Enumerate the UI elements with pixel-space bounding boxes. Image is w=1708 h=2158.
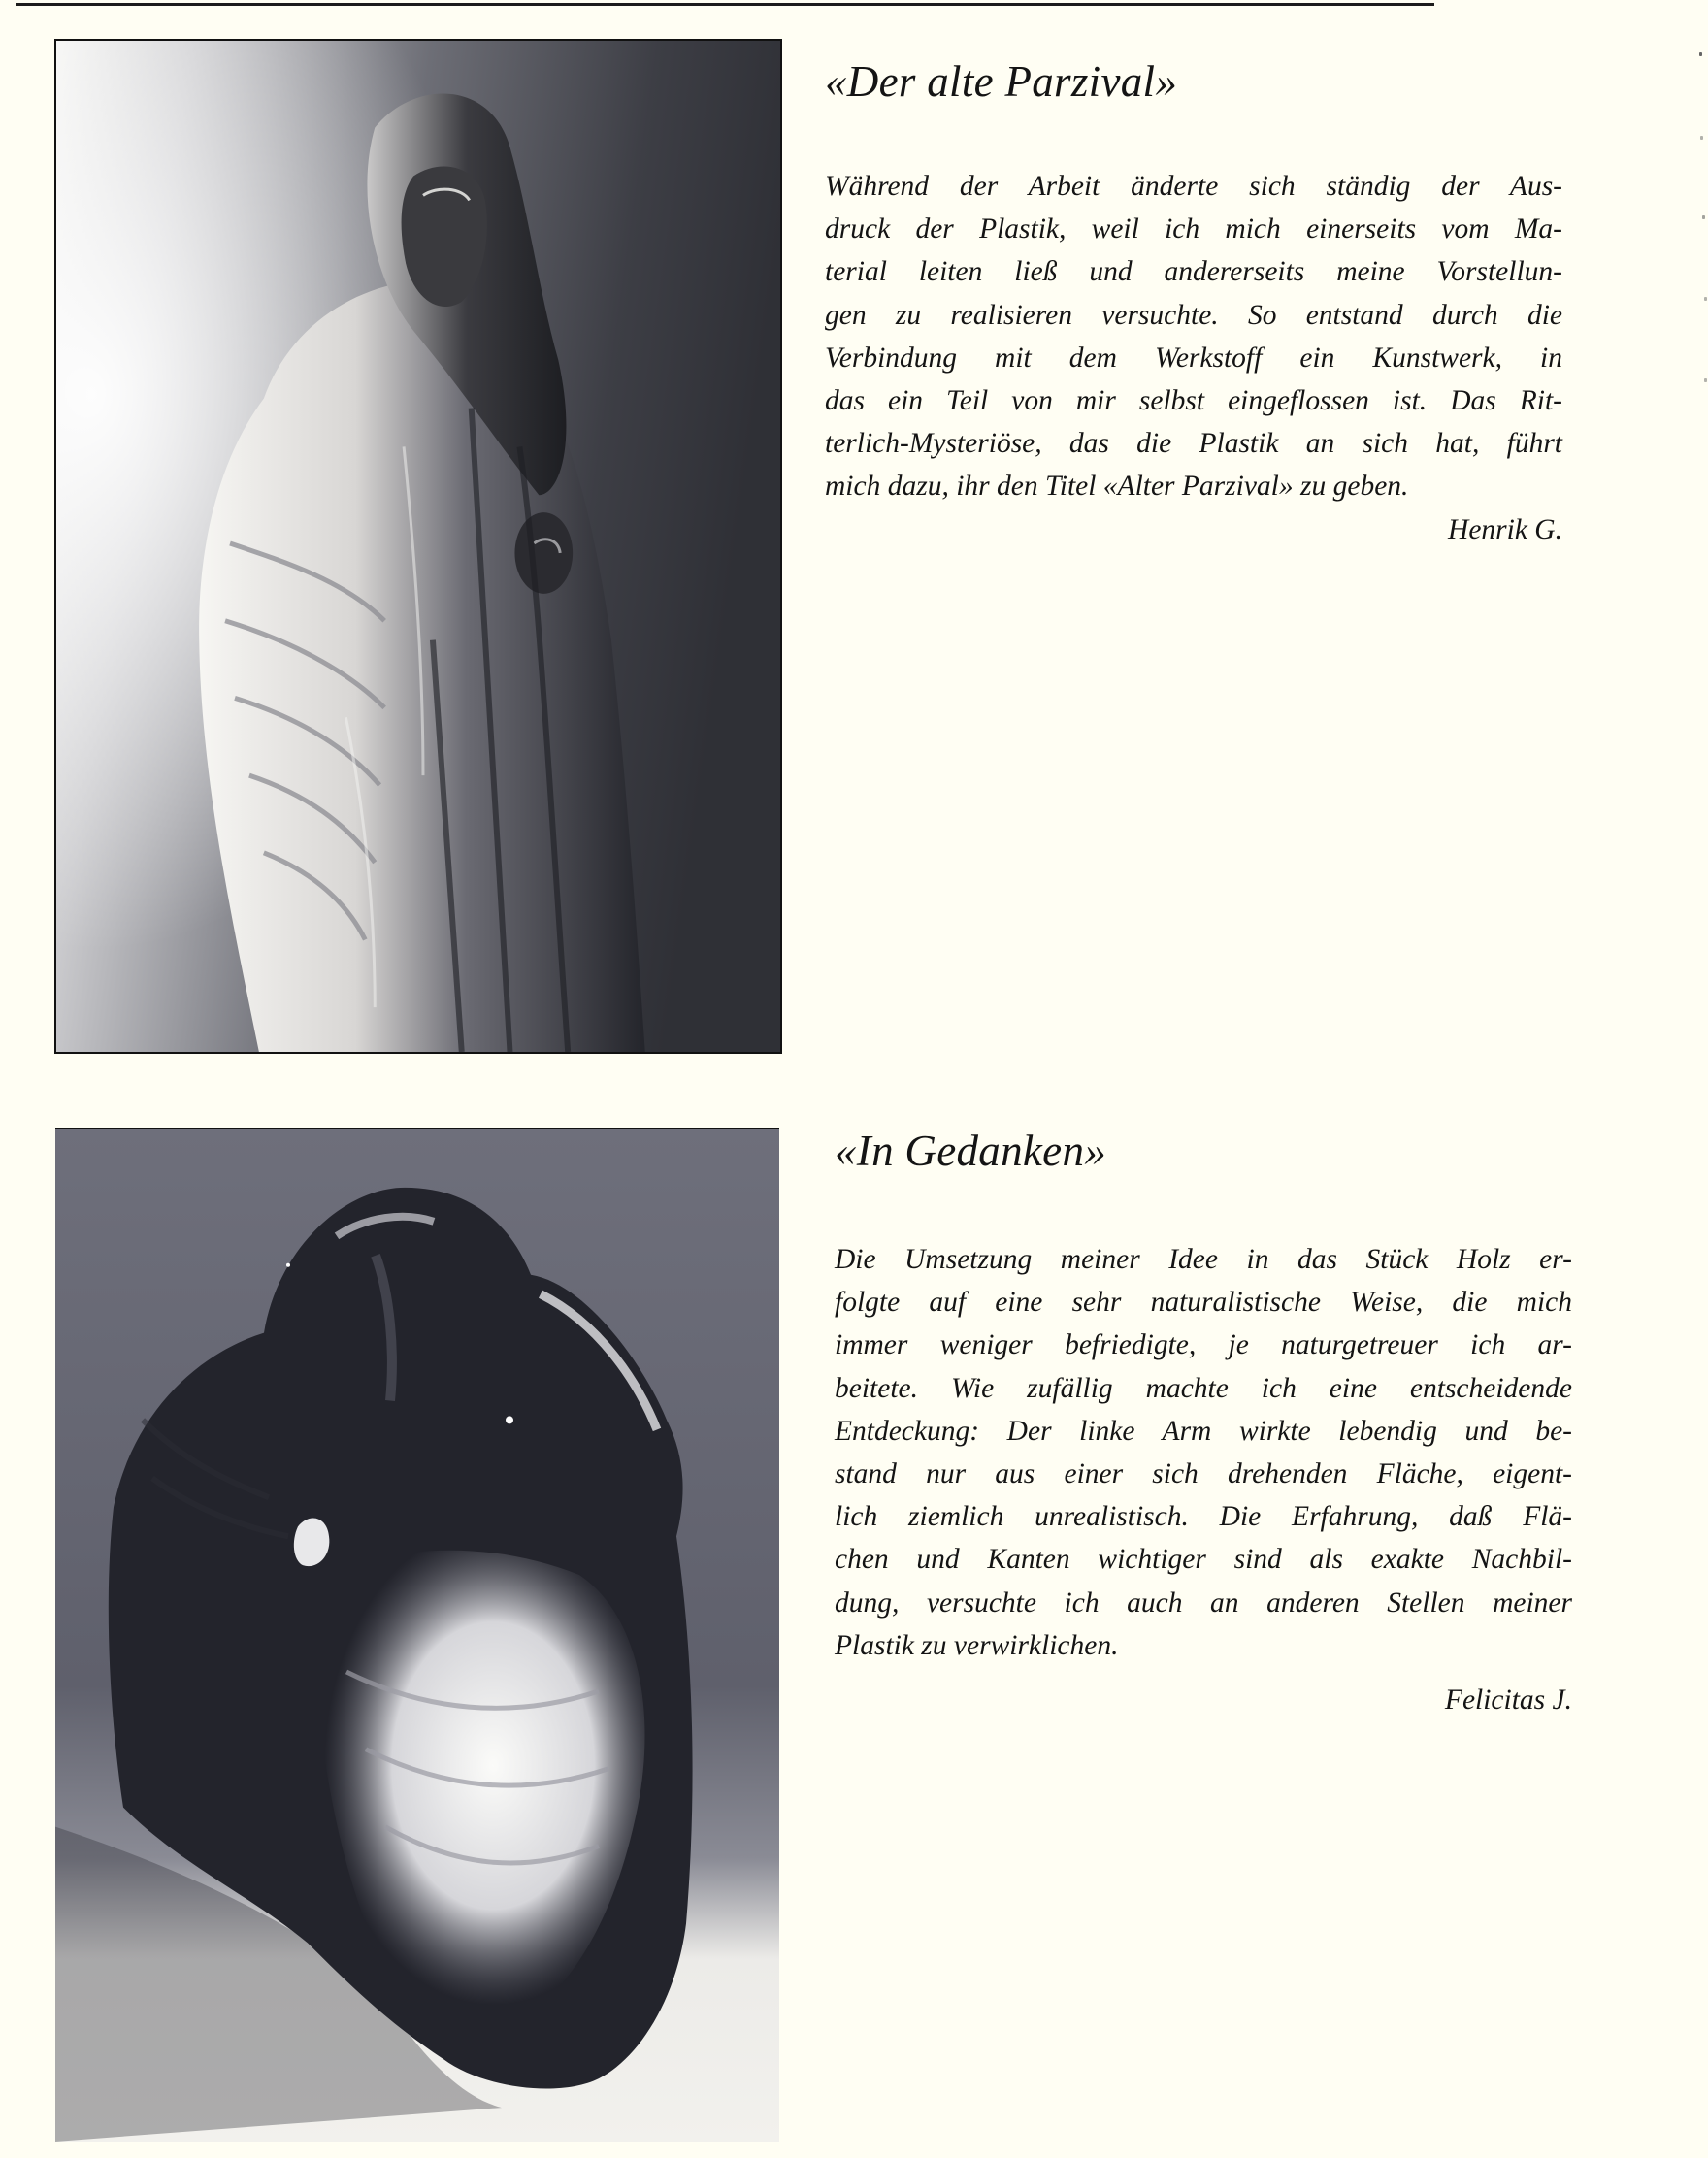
body-line: terial leiten ließ und andererseits meine Vorstellun- (825, 256, 1562, 288)
body-line: mich dazu, ihr den Titel «Alter Parzival» zu geben. (825, 471, 1409, 503)
body-line: folgte auf eine sehr naturalistische Weise, die mich (835, 1287, 1572, 1319)
margin-speck (1700, 136, 1703, 140)
body-line: lich ziemlich unrealistisch. Die Erfahrung, daß Flä- (835, 1501, 1572, 1533)
article-title: «Der alte Parzival» (825, 57, 1178, 106)
body-line: Verbindung mit dem Werkstoff ein Kunstwerk, in (825, 342, 1562, 374)
body-line: dung, versuchte ich auch an anderen Stellen meiner (835, 1586, 1572, 1618)
article-der-alte-parzival (825, 54, 1562, 551)
author-signature: Felicitas J. (1444, 1684, 1572, 1717)
margin-speck (1699, 52, 1702, 56)
body-line: gen zu realisieren versuchte. So entstand durch die (825, 299, 1562, 331)
body-line: terlich-Mysteriöse, das die Plastik an sich hat, führt (825, 428, 1562, 460)
body-line: Plastik zu verwirklichen. (835, 1629, 1119, 1661)
body-line: chen und Kanten wichtiger sind als exakte Nachbil- (835, 1544, 1572, 1576)
top-rule (16, 3, 1434, 6)
body-line: beitete. Wie zufällig machte ich eine entscheidende (835, 1372, 1572, 1404)
body-line: Entdeckung: Der linke Arm wirkte lebendig und be- (835, 1415, 1572, 1447)
sculpture-image-seated-figure (55, 1129, 779, 2142)
margin-speck (1704, 297, 1707, 301)
body-line: das ein Teil von mir selbst eingeflossen ist. Das Rit- (825, 385, 1562, 417)
margin-speck (1702, 215, 1705, 219)
article-body (835, 1238, 1572, 1667)
sculpture-photo-der-alte-parzival (54, 39, 782, 1054)
body-line: druck der Plastik, weil ich mich einerseits vom Ma- (825, 213, 1562, 245)
body-line: stand nur aus einer sich drehenden Fläche, eigent- (835, 1458, 1572, 1490)
sculpture-photo-in-gedanken (55, 1128, 779, 2142)
article-body (825, 165, 1562, 508)
author-signature: Henrik G. (1448, 513, 1562, 545)
body-line: Während der Arbeit änderte sich ständig der Aus- (825, 171, 1562, 202)
body-line: Die Umsetzung meiner Idee in das Stück Holz er- (835, 1244, 1572, 1275)
article-in-gedanken (835, 1124, 1572, 1721)
margin-speck (1704, 378, 1707, 382)
article-title: «In Gedanken» (835, 1127, 1107, 1175)
sculpture-image-standing-figure (56, 41, 780, 1052)
body-line: immer weniger befriedigte, je naturgetreuer ich ar- (835, 1329, 1572, 1361)
